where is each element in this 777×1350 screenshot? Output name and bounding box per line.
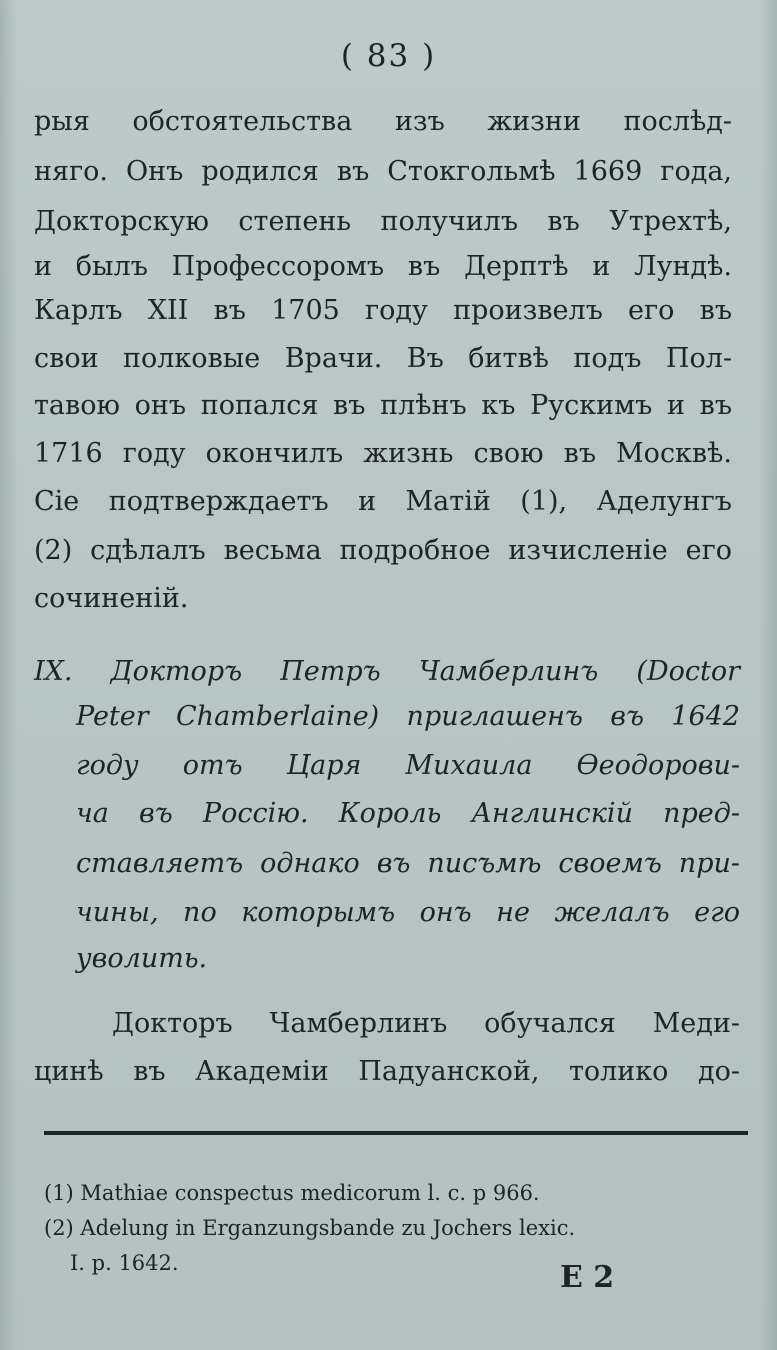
text-line: уволить. [76,943,208,974]
text-line: няго. Онъ родился въ Стокгольмѣ 1669 года, [34,156,732,187]
text-line: 1716 году окончилъ жизнь свою въ Москвѣ. [34,438,732,469]
text-line: свои полковые Врачи. Въ битвѣ подъ Пол- [34,343,732,374]
page-edge-shadow-left [0,0,18,1350]
footnote-1: (1) Mathiae conspectus medicorum l. c. p 966. [44,1181,540,1205]
text-line: сочиненій. [34,583,189,614]
section-heading-line: IX. Докторъ Петръ Чамберлинъ (Doctor [34,656,740,687]
text-line: и былъ Профессоромъ въ Дерптѣ и Лундѣ. [34,251,732,282]
text-line: цинѣ въ Академіи Падуанской, толико до- [34,1056,740,1087]
text-line: чины, по которымъ онъ не желалъ его [76,897,740,928]
text-line: Карлъ XII въ 1705 году произвелъ его въ [34,295,732,326]
footnote-divider [44,1131,748,1135]
footnote-2-continuation: I. p. 1642. [70,1251,179,1275]
signature-mark: E 2 [560,1260,615,1295]
footnote-2: (2) Adelung in Erganzungsbande zu Jochers lexic. [44,1216,576,1240]
text-line: Peter Chamberlaine) приглашенъ въ 1642 [76,701,740,732]
text-line: ставляетъ однако въ писъмѣ своемъ при- [76,848,740,879]
text-line: Сіе подтверждаетъ и Матій (1), Аделунгъ [34,486,732,517]
page-number: ( 83 ) [340,38,437,74]
text-line: году отъ Царя Михаила Ѳеодорови- [76,750,740,781]
text-line: ча въ Россію. Король Англинскій пред- [76,798,740,829]
text-line: Докторскую степень получилъ въ Утрехтѣ, [34,206,732,237]
page-edge-shadow-right [759,0,777,1350]
text-line: рыя обстоятельства изъ жизни послѣд- [34,106,732,137]
text-line: Докторъ Чамберлинъ обучался Меди- [112,1008,740,1039]
text-line: (2) сдѣлалъ весьма подробное изчисленіе его [34,535,732,566]
text-line: тавою онъ попался въ плѣнъ къ Рускимъ и въ [34,390,732,421]
